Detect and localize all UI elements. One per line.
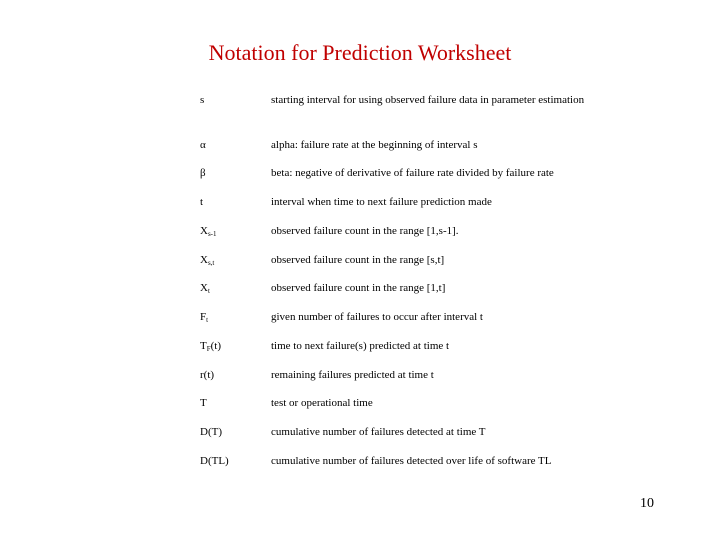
notation-symbol: r(t) [200, 369, 215, 381]
notation-definition: alpha: failure rate at the beginning of interval s [271, 139, 478, 151]
notation-symbol: $F_t$ [200, 311, 209, 324]
slide-title: Notation for Prediction Worksheet [208, 40, 512, 65]
notation-definition: given number of failures to occur after interval t [271, 311, 483, 323]
notation-definition: cumulative number of failures detected at time T [271, 426, 486, 438]
notation-definition: beta: negative of derivative of failure rate divided by failure rate [271, 167, 554, 179]
notation-symbol: β [200, 167, 206, 179]
notation-symbol: $X_t$ [200, 282, 210, 295]
notation-definition: time to next failure(s) predicted at time t [271, 340, 450, 352]
notation-definition: starting interval for using observed failure data in parameter estimation [271, 94, 585, 106]
notation-symbol: t [200, 196, 204, 208]
notation-symbol: D(T) [200, 426, 222, 438]
notation-definition: observed failure count in the range [1,t] [271, 282, 446, 294]
notation-symbol: D(TL) [200, 455, 229, 467]
notation-symbol: T [200, 397, 207, 409]
notation-symbol: $T_F(t)$ [200, 340, 222, 353]
page-number: 10 [640, 496, 654, 511]
notation-symbol: $X_{s,t}$ [200, 254, 215, 267]
notation-definition: remaining failures predicted at time t [271, 369, 434, 381]
notation-definition: interval when time to next failure prediction made [271, 196, 492, 208]
notation-definition: test or operational time [271, 397, 373, 409]
notation-definition: observed failure count in the range [1,s-1]. [271, 225, 459, 237]
notation-definition: observed failure count in the range [s,t] [271, 254, 445, 266]
notation-symbol: $X_{s-1}$ [200, 225, 217, 238]
notation-symbol: s [200, 94, 205, 106]
notation-definition: cumulative number of failures detected over life of software TL [271, 455, 552, 467]
notation-symbol: α [200, 139, 206, 151]
